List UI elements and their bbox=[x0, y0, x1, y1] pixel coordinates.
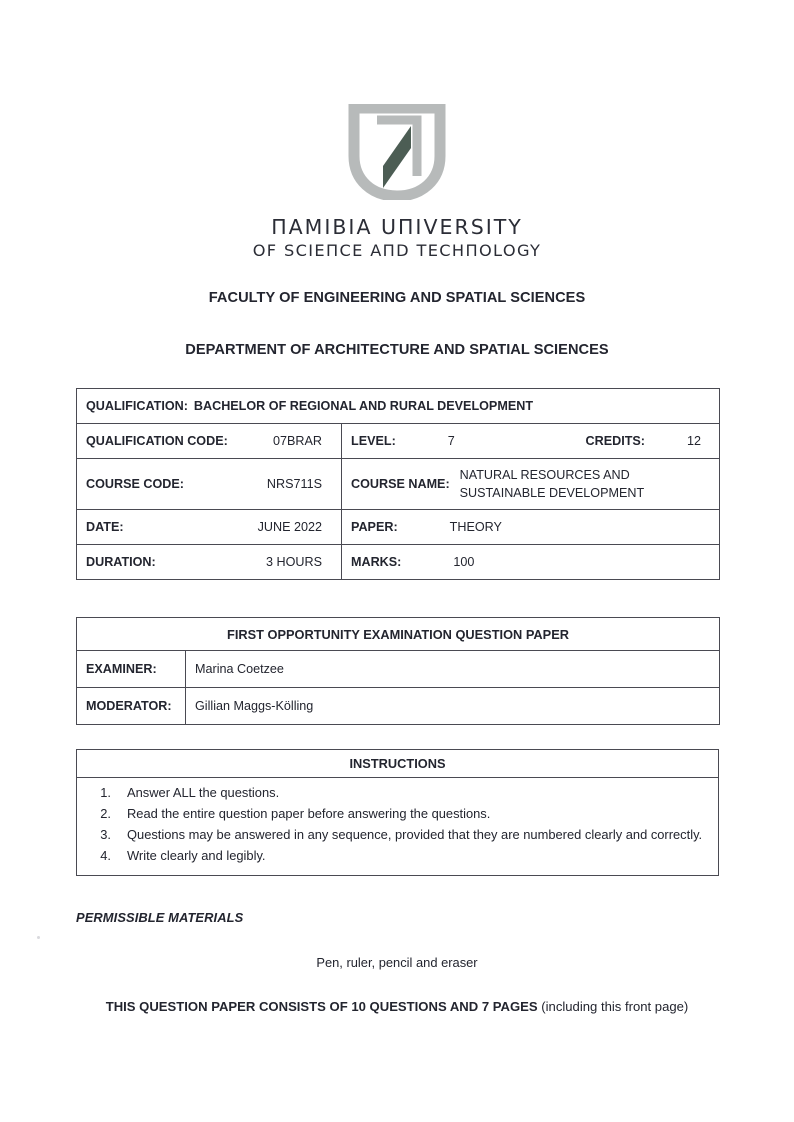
instructions-title-cell bbox=[77, 750, 719, 778]
instruction-number: 1. bbox=[100, 785, 111, 800]
table-row bbox=[77, 545, 720, 580]
moderator-value: Gillian Maggs-Kölling bbox=[195, 698, 314, 713]
list-item bbox=[87, 804, 708, 825]
examiner-moderator-table bbox=[76, 617, 720, 725]
instruction-number: 2. bbox=[100, 805, 111, 821]
credits-value: 12 bbox=[687, 434, 702, 448]
marks-value: 100 bbox=[453, 555, 475, 569]
course-code-value: NRS711S bbox=[266, 477, 322, 491]
instructions-title: INSTRUCTIONS bbox=[349, 756, 446, 771]
qualification-code-label: QUALIFICATION CODE: bbox=[86, 434, 228, 448]
table-row bbox=[77, 424, 720, 459]
duration-value: 3 HOURS bbox=[266, 555, 322, 569]
instructions-list bbox=[87, 783, 708, 867]
table-row bbox=[77, 778, 719, 876]
faculty-heading: FACULTY OF ENGINEERING AND SPATIAL SCIENCES bbox=[208, 290, 586, 306]
qualification-code-cell bbox=[77, 424, 342, 459]
instructions-body-cell bbox=[77, 778, 719, 876]
marks-label: MARKS: bbox=[351, 555, 402, 569]
qualification-details-table bbox=[76, 388, 720, 580]
course-name-label: COURSE NAME: bbox=[351, 477, 450, 491]
table-row bbox=[77, 459, 720, 510]
date-label: DATE: bbox=[86, 520, 124, 534]
examiner-label: EXAMINER: bbox=[86, 661, 157, 676]
list-item bbox=[87, 783, 708, 804]
nust-shield-logo-icon bbox=[348, 104, 446, 200]
duration-label: DURATION: bbox=[86, 555, 156, 569]
qualification-cell bbox=[77, 389, 720, 424]
marks-cell bbox=[342, 545, 720, 580]
logo-line-science-technology: OF SCIEПCE AПD TECHПOLOGY bbox=[252, 240, 542, 260]
course-name-line-1: NATURAL RESOURCES AND bbox=[459, 467, 630, 482]
course-name-line-2: SUSTAINABLE DEVELOPMENT bbox=[459, 486, 645, 500]
examiner-value-cell bbox=[186, 651, 720, 688]
moderator-label: MODERATOR: bbox=[86, 698, 172, 713]
paper-value: THEORY bbox=[449, 520, 502, 534]
exam-paper-title-cell bbox=[77, 618, 720, 651]
table-row bbox=[77, 688, 720, 725]
table-row bbox=[77, 618, 720, 651]
date-cell bbox=[77, 510, 342, 545]
paper-label: PAPER: bbox=[351, 520, 398, 534]
permissible-materials-heading: PERMISSIBLE MATERIALS bbox=[76, 910, 244, 925]
institution-logo-block bbox=[0, 104, 794, 261]
exam-paper-title: FIRST OPPORTUNITY EXAMINATION QUESTION PAPER bbox=[227, 626, 569, 642]
credits-label: CREDITS: bbox=[585, 434, 646, 448]
moderator-label-cell bbox=[77, 688, 186, 725]
instruction-text: Answer ALL the questions. bbox=[127, 785, 280, 800]
course-name-value bbox=[460, 466, 645, 503]
page-count-bold: THIS QUESTION PAPER CONSISTS OF 10 QUESTIONS AND 7 PAGES bbox=[105, 999, 538, 1014]
paper-cell bbox=[342, 510, 720, 545]
logo-wordmark bbox=[0, 216, 794, 261]
logo-line-university: ПAMIBIA UПIVERSITY bbox=[271, 215, 523, 239]
examiner-value: Marina Coetzee bbox=[195, 661, 284, 676]
instruction-number: 3. bbox=[100, 826, 111, 842]
instruction-text: Questions may be answered in any sequence, provided that they are numbered clearly and correctly. bbox=[127, 826, 703, 842]
moderator-value-cell bbox=[186, 688, 720, 725]
table-row bbox=[77, 651, 720, 688]
course-code-cell bbox=[77, 459, 342, 510]
instructions-table bbox=[76, 749, 719, 876]
duration-cell bbox=[77, 545, 342, 580]
qualification-label: QUALIFICATION: bbox=[86, 398, 188, 413]
level-value: 7 bbox=[447, 434, 455, 448]
instruction-text: Read the entire question paper before answering the questions. bbox=[127, 805, 491, 821]
page-count-note: (including this front page) bbox=[537, 999, 689, 1014]
list-item bbox=[87, 825, 708, 846]
course-code-label: COURSE CODE: bbox=[86, 477, 184, 491]
course-name-cell bbox=[342, 459, 720, 510]
instruction-text: Write clearly and legibly. bbox=[127, 847, 266, 863]
level-credits-cell bbox=[342, 424, 720, 459]
table-row bbox=[77, 510, 720, 545]
permissible-materials-list: Pen, ruler, pencil and eraser bbox=[316, 955, 478, 970]
examiner-label-cell bbox=[77, 651, 186, 688]
scan-artifact-speck bbox=[37, 936, 40, 939]
qualification-value: BACHELOR OF REGIONAL AND RURAL DEVELOPMENT bbox=[193, 398, 534, 413]
table-row bbox=[77, 389, 720, 424]
list-item bbox=[87, 846, 708, 867]
level-label: LEVEL: bbox=[351, 434, 396, 448]
qualification-code-value: 07BRAR bbox=[273, 434, 322, 448]
date-value: JUNE 2022 bbox=[257, 520, 322, 534]
instruction-number: 4. bbox=[100, 847, 111, 863]
department-heading: DEPARTMENT OF ARCHITECTURE AND SPATIAL SCIENCES bbox=[185, 342, 609, 358]
table-row bbox=[77, 750, 719, 778]
page-count-statement bbox=[0, 999, 794, 1014]
